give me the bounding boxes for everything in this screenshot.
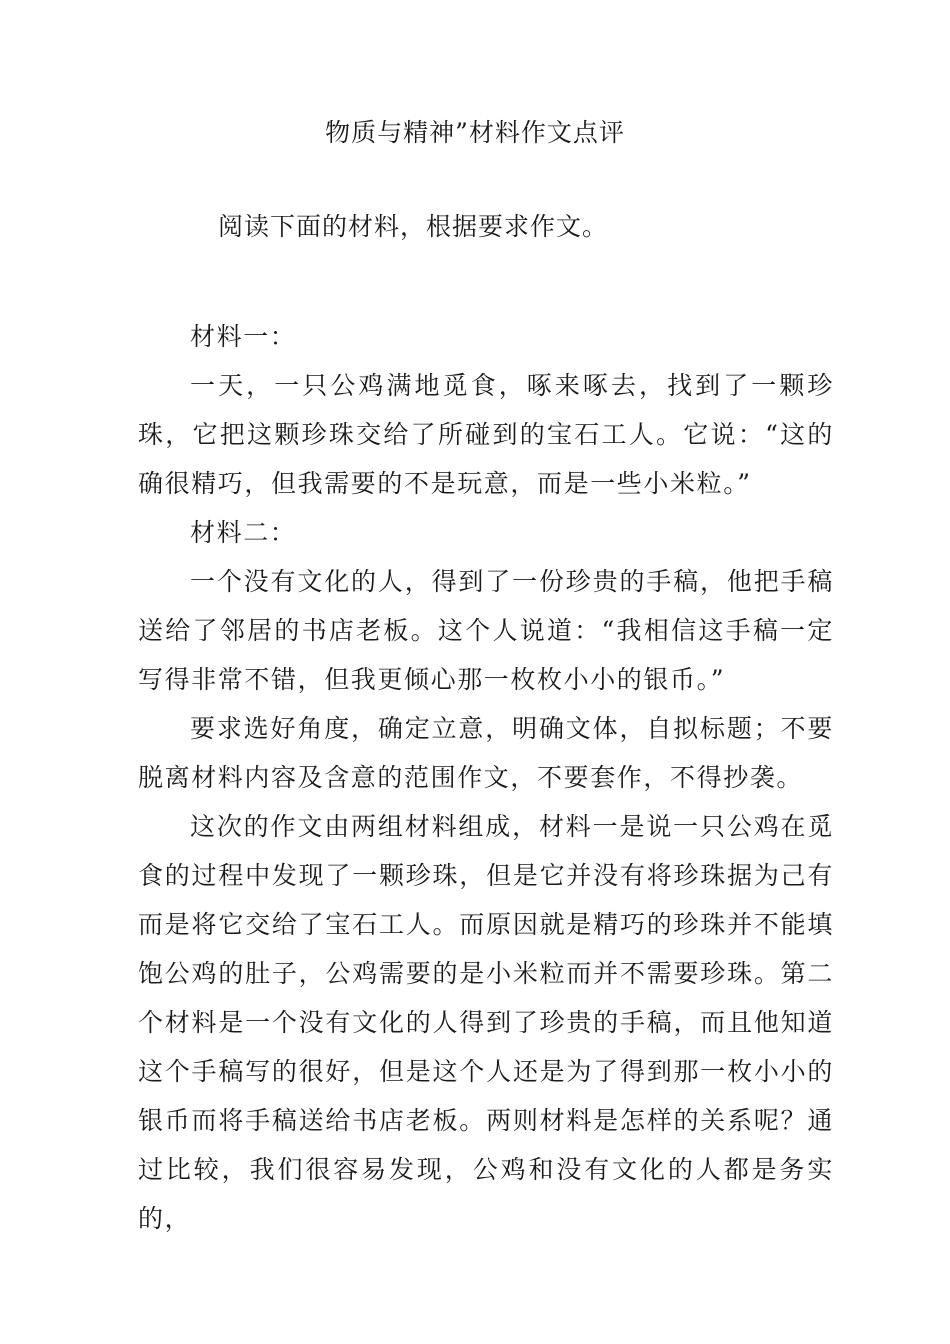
document-body — [138, 312, 834, 1243]
requirements-paragraph: 要求选好角度，确定立意，明确文体，自拟标题；不要脱离材料内容及含意的范围作文，不要套作，不得抄袭。 — [138, 714, 834, 792]
commentary-paragraph: 这次的作文由两组材料组成，材料一是说一只公鸡在觅食的过程中发现了一颗珍珠，但是它并没有将珍珠据为己有而是将它交给了宝石工人。而原因就是精巧的珍珠并不能填饱公鸡的肚子，公鸡需要的是小米粒而并不需要珍珠。第二个材料是一个没有文化的人得到了珍贵的手稿，而且他知道这个手稿写的很好，但是这个人还是为了得到那一枚小小的银币而将手稿送给书店老板。两则材料是怎样的关系呢？通过比较，我们很容易发现，公鸡和没有文化的人都是务实的， — [138, 812, 834, 1233]
intro-line: 阅读下面的材料，根据要求作文。 — [218, 212, 609, 241]
material-one-heading: 材料一： — [190, 322, 297, 351]
material-two-heading: 材料二： — [190, 518, 297, 547]
document-title: 物质与精神”材料作文点评 — [325, 118, 625, 147]
material-two-paragraph: 一个没有文化的人，得到了一份珍贵的手稿，他把手稿送给了邻居的书店老板。这个人说道：“我相信这手稿一定写得非常不错，但我更倾心那一枚枚小小的银币。” — [138, 567, 834, 694]
material-one-paragraph: 一天，一只公鸡满地觅食，啄来啄去，找到了一颗珍珠，它把这颗珍珠交给了所碰到的宝石工人。它说：“这的确很精巧，但我需要的不是玩意，而是一些小米粒。” — [138, 371, 834, 498]
